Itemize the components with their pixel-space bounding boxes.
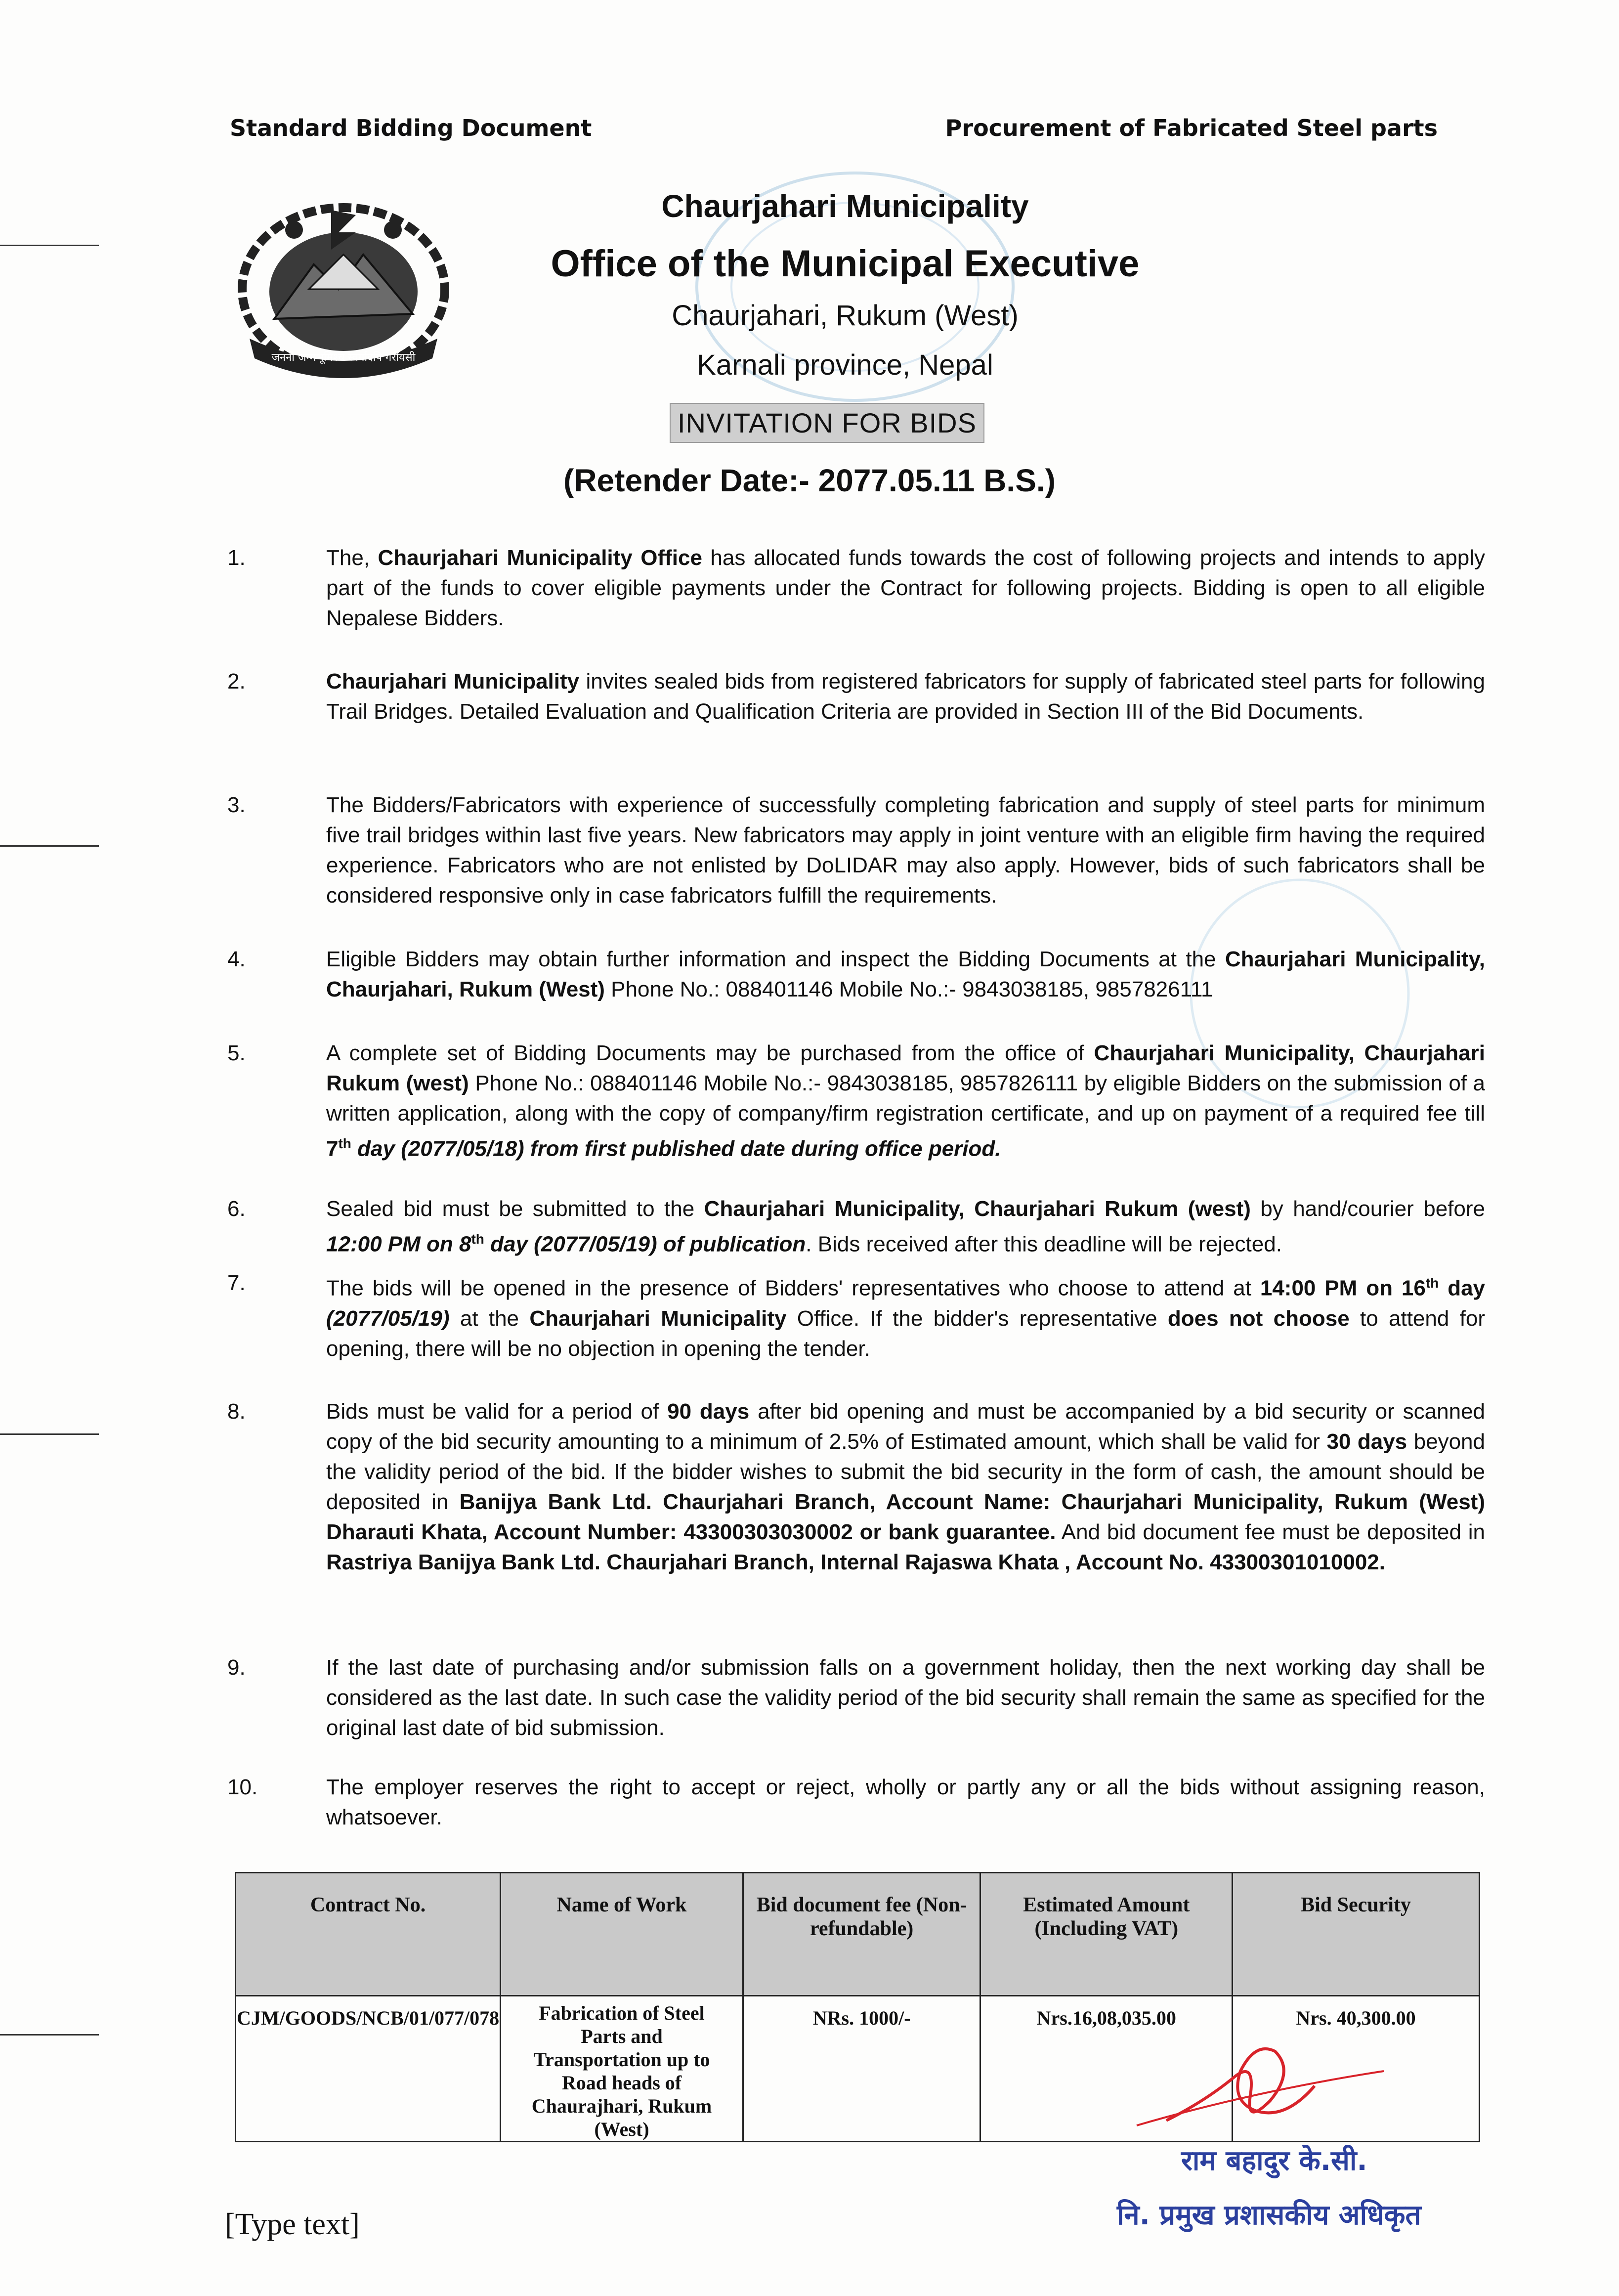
text-run: Office. If the bidder's representative (786, 1306, 1168, 1331)
clause-6 (227, 1194, 1485, 1259)
bold-run: Chaurjahari Municipality Office (378, 546, 702, 570)
text-run: Phone No.: 088401146 Mobile No.:- 9843038185, 9857826111 by eligible Bidders on the submission of a written application, along with the copy of company/firm registration certificate, and up on payment of a required fee till (326, 1071, 1485, 1126)
text-run: If the last date of purchasing and/or submission falls on a government holiday, then the next working day shall be considered as the last date. In such case the validity period of the bid security shall remain the same as specified for the original last date of bid submission. (326, 1655, 1485, 1740)
clause-text (326, 543, 1485, 633)
bold-run: Rastriya Banijya Bank Ltd. Chaurjahari Branch, Internal Rajaswa Khata , Account No. 43300301010002. (326, 1550, 1385, 1574)
clause-text (326, 666, 1485, 727)
official-signature-stamp (1107, 2041, 1502, 2269)
bold-run: Chaurjahari Municipality (529, 1306, 787, 1331)
text-run: Phone No.: 088401146 Mobile No.:- 9843038185, 9857826111 (604, 977, 1213, 1001)
clause-text (326, 790, 1485, 910)
notice-title: INVITATION FOR BIDS (670, 403, 984, 443)
column-header: Bid Security (1233, 1873, 1480, 1996)
clause-number: 1. (227, 546, 246, 570)
table-header-row (236, 1873, 1480, 1996)
scan-margin-line (0, 845, 99, 847)
clause-text (326, 1652, 1485, 1743)
stamp-designation: नि. प्रमुख प्रशासकीय अधिकृत (1117, 2199, 1421, 2231)
clause-8 (227, 1396, 1485, 1577)
clause-text (326, 1194, 1485, 1259)
contract-number-cell: CJM/GOODS/NCB/01/077/078 (236, 1996, 501, 2142)
ordinal-suffix: th (338, 1136, 351, 1151)
clause-number: 2. (227, 669, 246, 693)
bold-run: Chaurjahari Municipality, Chaurjahari, Rukum (West) (326, 947, 1485, 1001)
retender-date: (Retender Date:- 2077.05.11 B.S.) (563, 463, 1056, 498)
column-header: Contract No. (236, 1873, 501, 1996)
signature-mark (1166, 2049, 1315, 2121)
office-name: Office of the Municipal Executive (551, 243, 1140, 285)
scan-margin-line (0, 2034, 99, 2036)
bold-italic-run: day (2077/05/18) from first published date during office period. (351, 1136, 1001, 1161)
bold-run: does not choose (1167, 1306, 1350, 1331)
bold-run: Chaurjahari Municipality, Chaurjahari Rukum (west) (326, 1041, 1485, 1095)
clause-number: 10. (227, 1775, 258, 1799)
text-run: . Bids received after this deadline will be rejected. (806, 1232, 1282, 1256)
text-run: has allocated funds towards the cost of following projects and intends to apply part of the funds to cover eligible payments under the Contract for following projects. Bidding is open to all eligible Nepalese Bidders. (326, 546, 1485, 630)
work-name-cell: Fabrication of Steel Parts and Transportation up to Road heads of Chaurajhari, Rukum (West) (501, 1996, 743, 2142)
bid-security-cell: Nrs. 40,300.00 (1233, 1996, 1480, 2142)
text-run: The, (326, 546, 378, 570)
scan-margin-line (0, 245, 99, 246)
clause-1 (227, 543, 1485, 633)
office-province: Karnali province, Nepal (697, 349, 993, 381)
text-run: invites sealed bids from registered fabricators for supply of fabricated steel parts for following Trail Bridges. Detailed Evaluation and Qualification Criteria are provided in Section III of the Bid Documents. (326, 669, 1486, 724)
municipality-name: Chaurjahari Municipality (661, 188, 1029, 224)
clause-number: 6. (227, 1197, 246, 1221)
bold-run: day (1439, 1276, 1486, 1300)
text-run: Sealed bid must be submitted to the (326, 1197, 704, 1221)
clause-3 (227, 790, 1485, 910)
bid-fee-cell: NRs. 1000/- (743, 1996, 980, 2142)
bold-italic-run: (2077/05/19) (326, 1306, 450, 1331)
text-run: The employer reserves the right to accept or reject, wholly or partly any or all the bids without assigning reason, whatsoever. (326, 1775, 1485, 1829)
text-run: by hand/courier before (1250, 1197, 1485, 1221)
clause-9 (227, 1652, 1485, 1743)
clause-5 (227, 1038, 1485, 1164)
text-run: And bid document fee must be deposited in (1056, 1520, 1486, 1544)
bold-run: Chaurjahari Municipality (326, 669, 580, 693)
text-run: to attend for opening, there will be no objection in opening the tender. (326, 1306, 1486, 1361)
text-run: Eligible Bidders may obtain further information and inspect the Bidding Documents at the (326, 947, 1225, 971)
clause-number: 7. (227, 1271, 246, 1295)
stamp-name: राम बहादुर के.सी. (1181, 2145, 1367, 2177)
clause-number: 3. (227, 793, 246, 817)
footer-placeholder: [Type text] (225, 2208, 360, 2241)
bold-run: 30 days (1326, 1430, 1407, 1454)
ordinal-suffix: th (1425, 1275, 1439, 1291)
estimated-amount-cell: Nrs.16,08,035.00 (980, 1996, 1233, 2142)
text-run: The bids will be opened in the presence of Bidders' representatives who choose to attend at (326, 1276, 1260, 1300)
bold-italic-run: 12:00 PM on 8 (326, 1232, 471, 1256)
office-location: Chaurjahari, Rukum (West) (672, 300, 1019, 332)
clause-10 (227, 1772, 1485, 1832)
procurement-header: Procurement of Fabricated Steel parts (945, 115, 1438, 141)
clause-4 (227, 944, 1485, 1004)
bold-run: 7 (326, 1136, 339, 1161)
bold-run: Chaurjahari Municipality, Chaurjahari Rukum (west) (704, 1197, 1251, 1221)
clause-7 (227, 1268, 1485, 1364)
text-run: The Bidders/Fabricators with experience of successfully completing fabrication and supply of steel parts for minimum five trail bridges within last five years. New fabricators may apply in joint venture with an eligible firm having the required experience. Fabricators who are not enlisted by DoLIDAR may also apply. However, bids of such fabricators shall be considered responsive only in case fabricators fulfill the requirements. (326, 793, 1485, 908)
clause-text (326, 1772, 1485, 1832)
text-run: beyond the validity period of the bid. If the bidder wishes to submit the bid security in the form of cash, the amount should be deposited in (326, 1430, 1485, 1514)
ordinal-suffix: th (471, 1231, 484, 1247)
clause-text (326, 1038, 1485, 1164)
clause-text (326, 1268, 1485, 1364)
text-run: after bid opening and must be accompanied by a bid security or scanned copy of the bid security amounting to a minimum of 2.5% of Estimated amount, which shall be valid for (326, 1399, 1485, 1454)
text-run: A complete set of Bidding Documents may be purchased from the office of (326, 1041, 1094, 1065)
text-run: Bids must be valid for a period of (326, 1399, 668, 1424)
document-type-header: Standard Bidding Document (230, 115, 592, 141)
scan-margin-line (0, 1433, 99, 1435)
bold-run: Banijya Bank Ltd. Chaurjahari Branch, Account Name: Chaurjahari Municipality, Rukum (West) Dharauti Khata, Account Number: 43300303030002 or bank guarantee. (326, 1490, 1485, 1544)
clause-number: 5. (227, 1041, 246, 1065)
clause-2 (227, 666, 1485, 727)
bold-run: 14:00 PM on 16 (1260, 1276, 1426, 1300)
text-run: at the (449, 1306, 530, 1331)
column-header: Name of Work (501, 1873, 743, 1996)
column-header: Estimated Amount (Including VAT) (980, 1873, 1233, 1996)
clause-number: 4. (227, 947, 246, 971)
emblem-motto: जननी जन्मभूमिश्च स्वर्गादपि गरीयसी (271, 351, 416, 364)
clause-number: 8. (227, 1399, 246, 1424)
nepal-government-emblem-icon (215, 190, 472, 398)
column-header: Bid document fee (Non- refundable) (743, 1873, 980, 1996)
bold-italic-run: day (2077/05/19) of publication (484, 1232, 806, 1256)
bold-run: 90 days (667, 1399, 750, 1424)
clause-number: 9. (227, 1655, 246, 1680)
clause-text (326, 944, 1485, 1004)
clause-text (326, 1396, 1485, 1577)
